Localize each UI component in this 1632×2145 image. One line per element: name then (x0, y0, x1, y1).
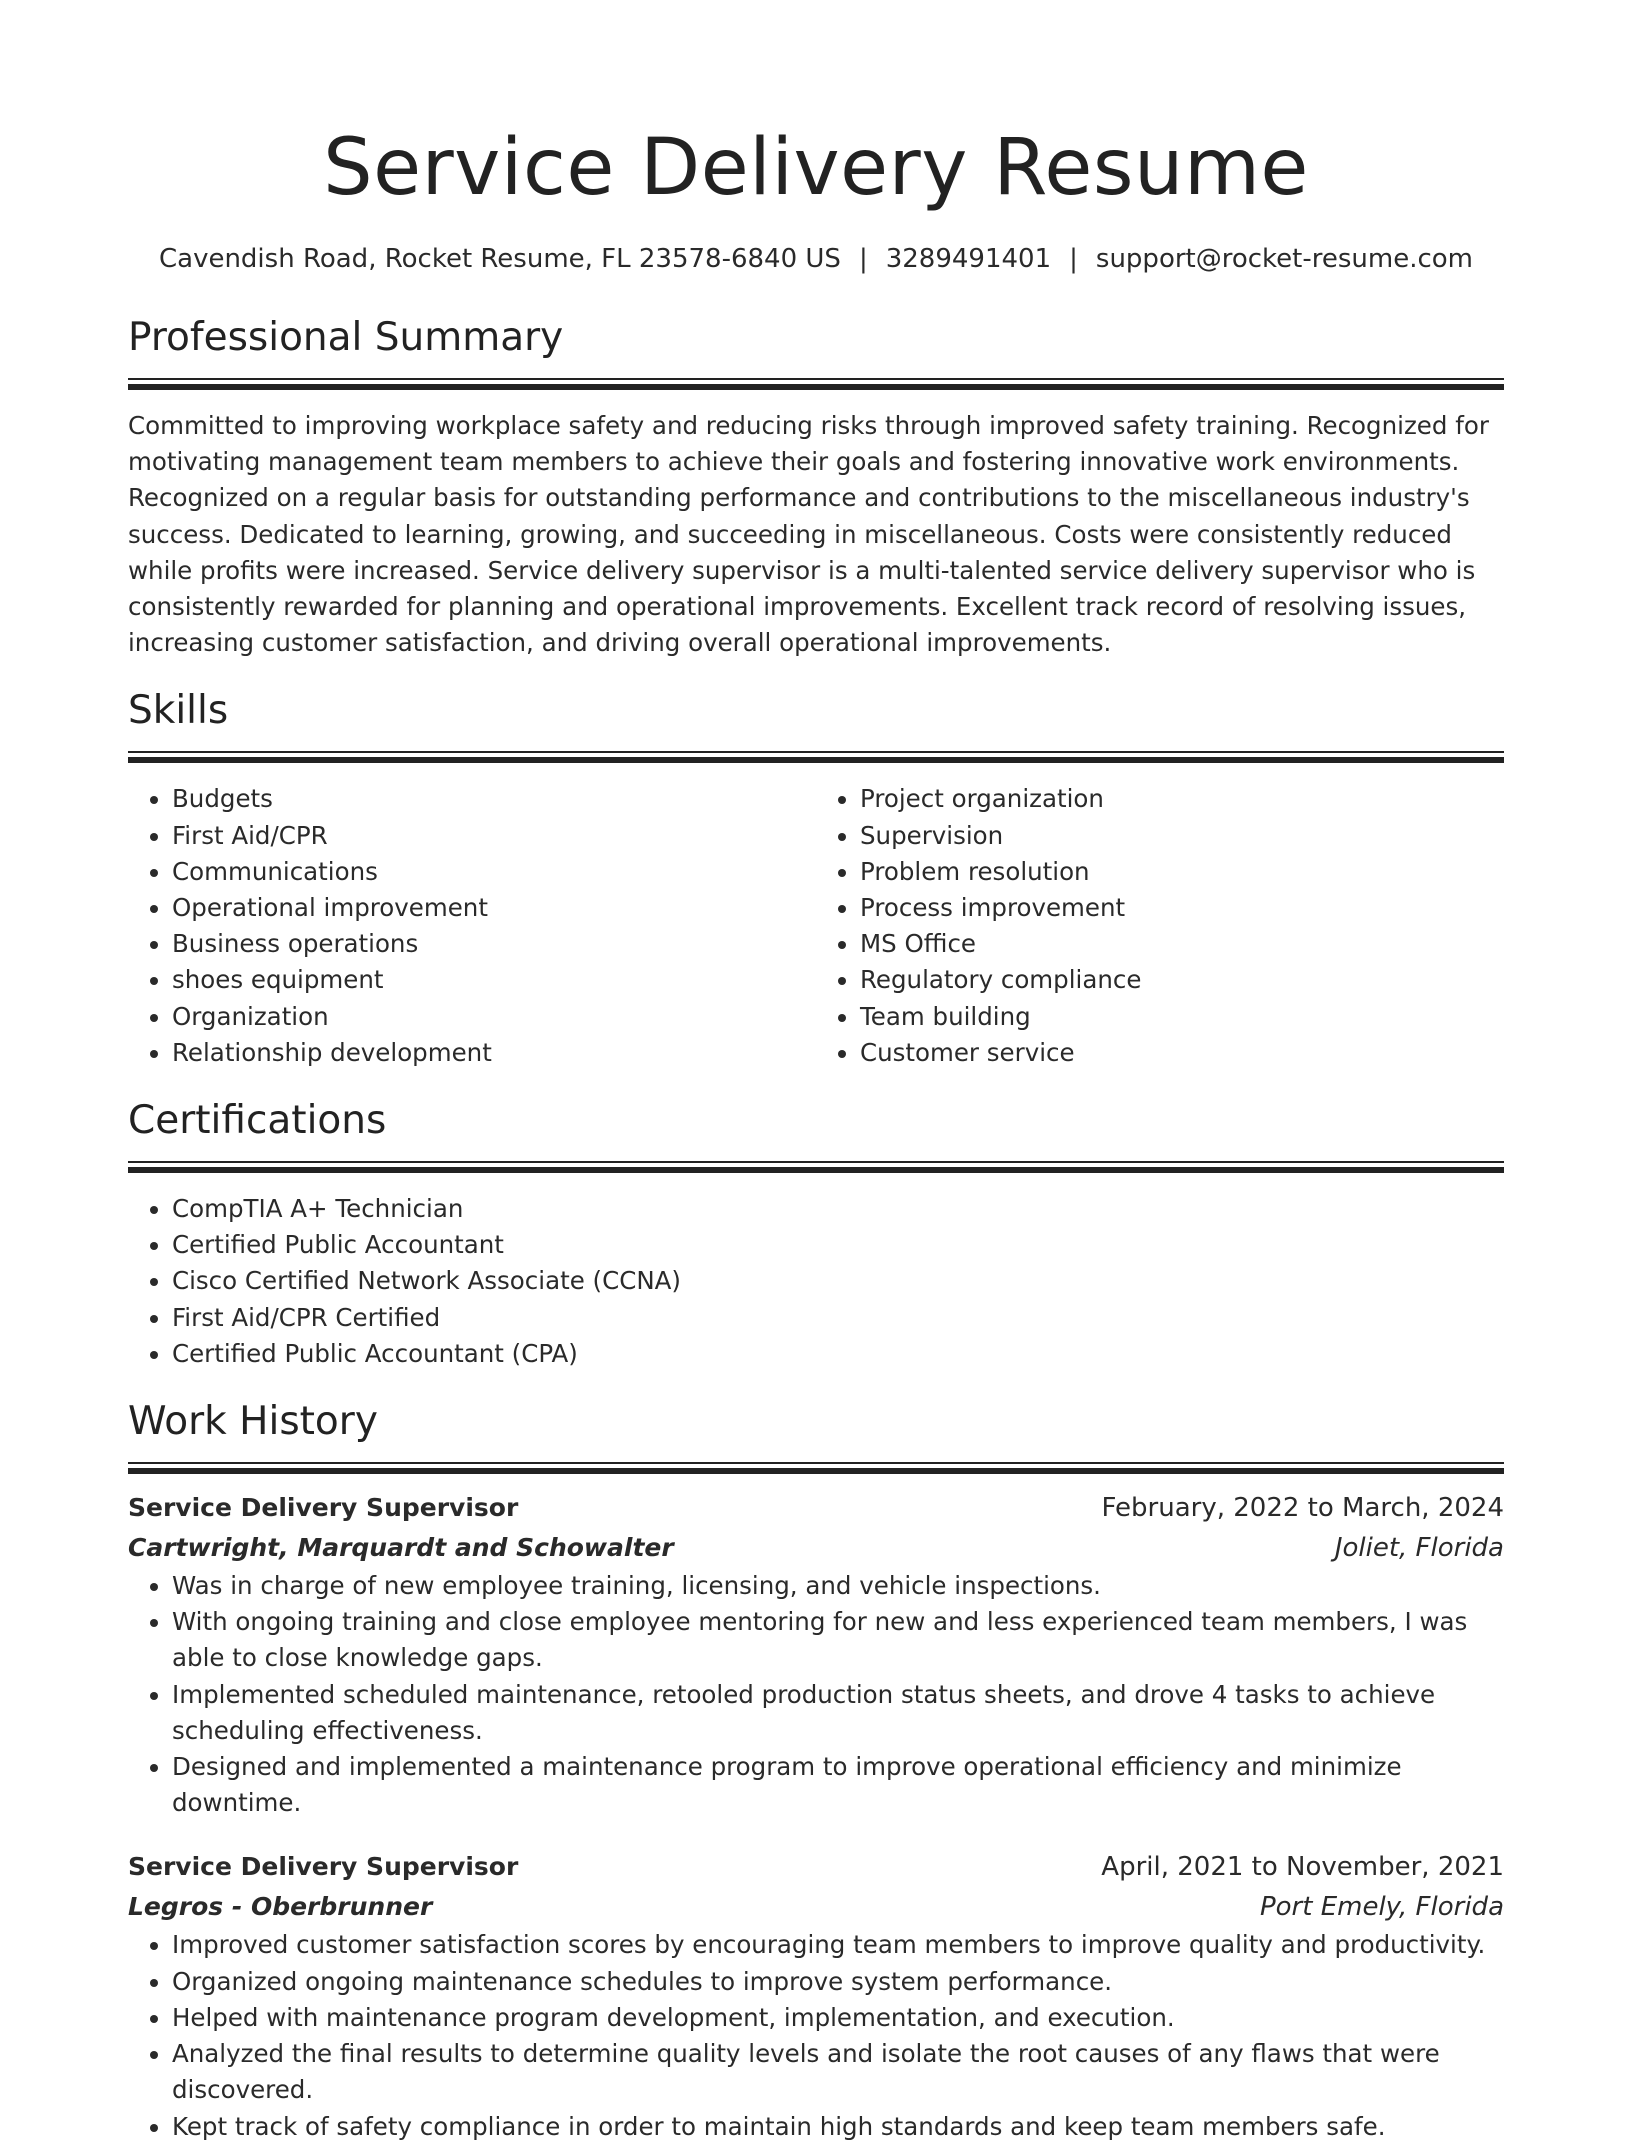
skills-column-right (816, 781, 1504, 1071)
job-bullet-list (128, 1927, 1504, 2144)
skills-list-left (128, 781, 816, 1071)
section-title-work-history: Work History (128, 1399, 378, 1445)
job-bullet: • Kept track of safety compliance in order to maintain high standards and keep team members safe. (172, 2109, 1504, 2145)
section-divider (128, 751, 1504, 763)
skill-item: • Organization (172, 999, 816, 1035)
certification-item: • Cisco Certified Network Associate (CCNA) (172, 1263, 1504, 1299)
skill-item: • Supervision (860, 818, 1504, 854)
skill-item: • Business operations (172, 926, 816, 962)
summary-section (128, 314, 1504, 661)
certification-item: • Certified Public Accountant (CPA) (172, 1336, 1504, 1372)
contact-address: Cavendish Road, Rocket Resume, FL 23578-6840 US (158, 244, 841, 274)
job-bullet: • Was in charge of new employee training, licensing, and vehicle inspections. (172, 1568, 1504, 1604)
job-bullet: • Designed and implemented a maintenance program to improve operational efficiency and minimize downtime. (172, 1749, 1504, 1821)
job-title: Service Delivery Supervisor (128, 1852, 519, 1882)
skill-item: • Relationship development (172, 1035, 816, 1071)
certification-item: • Certified Public Accountant (172, 1227, 1504, 1263)
job-bullet-list (128, 1568, 1504, 1821)
job-subheader (128, 1528, 1504, 1568)
section-divider (128, 378, 1504, 390)
job-company: Cartwright, Marquardt and Schowalter (128, 1533, 674, 1563)
job-bullet: • Implemented scheduled maintenance, retooled production status sheets, and drove 4 tasks to achieve scheduling effectiveness. (172, 1677, 1504, 1749)
skill-item: • Process improvement (860, 890, 1504, 926)
skills-grid (128, 781, 1504, 1071)
skill-item: • First Aid/CPR (172, 818, 816, 854)
job-bullet: • Analyzed the final results to determine quality levels and isolate the root causes of any flaws that were discovered. (172, 2036, 1504, 2108)
certification-item: • First Aid/CPR Certified (172, 1300, 1504, 1336)
skill-item: • MS Office (860, 926, 1504, 962)
section-title-certifications: Certifications (128, 1098, 387, 1144)
job-bullet: • Organized ongoing maintenance schedules to improve system performance. (172, 1964, 1504, 2000)
skill-item: • Communications (172, 854, 816, 890)
contact-separator: | (858, 244, 868, 274)
certifications-section (128, 1097, 1504, 1372)
certification-item: • CompTIA A+ Technician (172, 1191, 1504, 1227)
skill-item: • Problem resolution (860, 854, 1504, 890)
contact-email: support@rocket-resume.com (1095, 244, 1474, 274)
certifications-list (128, 1191, 1504, 1372)
job-company: Legros - Oberbrunner (128, 1892, 433, 1922)
job-location: Port Emely, Florida (1259, 1892, 1504, 1923)
work-history-section (128, 1398, 1504, 2145)
section-divider (128, 1161, 1504, 1173)
section-title-summary: Professional Summary (128, 315, 564, 360)
contact-line (128, 242, 1504, 276)
contact-phone: 3289491401 (885, 244, 1052, 274)
contact-separator: | (1069, 244, 1078, 274)
job-bullet: • With ongoing training and close employee mentoring for new and less experienced team members, I was able to close knowledge gaps. (172, 1604, 1504, 1676)
job-entry (128, 1847, 1504, 2144)
job-bullet: • Helped with maintenance program development, implementation, and execution. (172, 2000, 1504, 2036)
resume-header (128, 0, 1504, 276)
skills-list-right (816, 781, 1504, 1071)
skill-item: • Project organization (860, 781, 1504, 817)
job-location: Joliet, Florida (1334, 1533, 1504, 1564)
section-divider (128, 1462, 1504, 1474)
skill-item: • Budgets (172, 781, 816, 817)
summary-text: Committed to improving workplace safety and reducing risks through improved safety training. Recognized for motivating management team members to achieve their goals and fostering innovative work environments. Recognized on a regular basis for outstanding performance and contributions to the miscellaneous industry's success. Dedicated to learning, growing, and succeeding in miscellaneous. Costs were consistently reduced while profits were increased. Service delivery supervisor is a multi-talented service delivery supervisor who is consistently rewarded for planning and operational improvements. Excellent track record of resolving issues, increasing customer satisfaction, and driving overall operational improvements. (128, 411, 1489, 658)
section-title-skills: Skills (128, 688, 229, 734)
skills-column-left (128, 781, 816, 1071)
job-header (128, 1847, 1504, 1887)
skills-section (128, 687, 1504, 1071)
job-entry (128, 1488, 1504, 1821)
job-title: Service Delivery Supervisor (128, 1493, 519, 1523)
skill-item: • Operational improvement (172, 890, 816, 926)
job-bullet: • Improved customer satisfaction scores by encouraging team members to improve quality and productivity. (172, 1927, 1504, 1963)
skill-item: • shoes equipment (172, 962, 816, 998)
job-header (128, 1488, 1504, 1528)
skill-item: • Customer service (860, 1035, 1504, 1071)
job-dates: April, 2021 to November, 2021 (1101, 1852, 1504, 1883)
skill-item: • Regulatory compliance (860, 962, 1504, 998)
skill-item: • Team building (860, 999, 1504, 1035)
job-list (128, 1488, 1504, 2145)
job-dates: February, 2022 to March, 2024 (1101, 1493, 1504, 1524)
job-subheader (128, 1887, 1504, 1927)
resume-title: Service Delivery Resume (323, 123, 1309, 213)
